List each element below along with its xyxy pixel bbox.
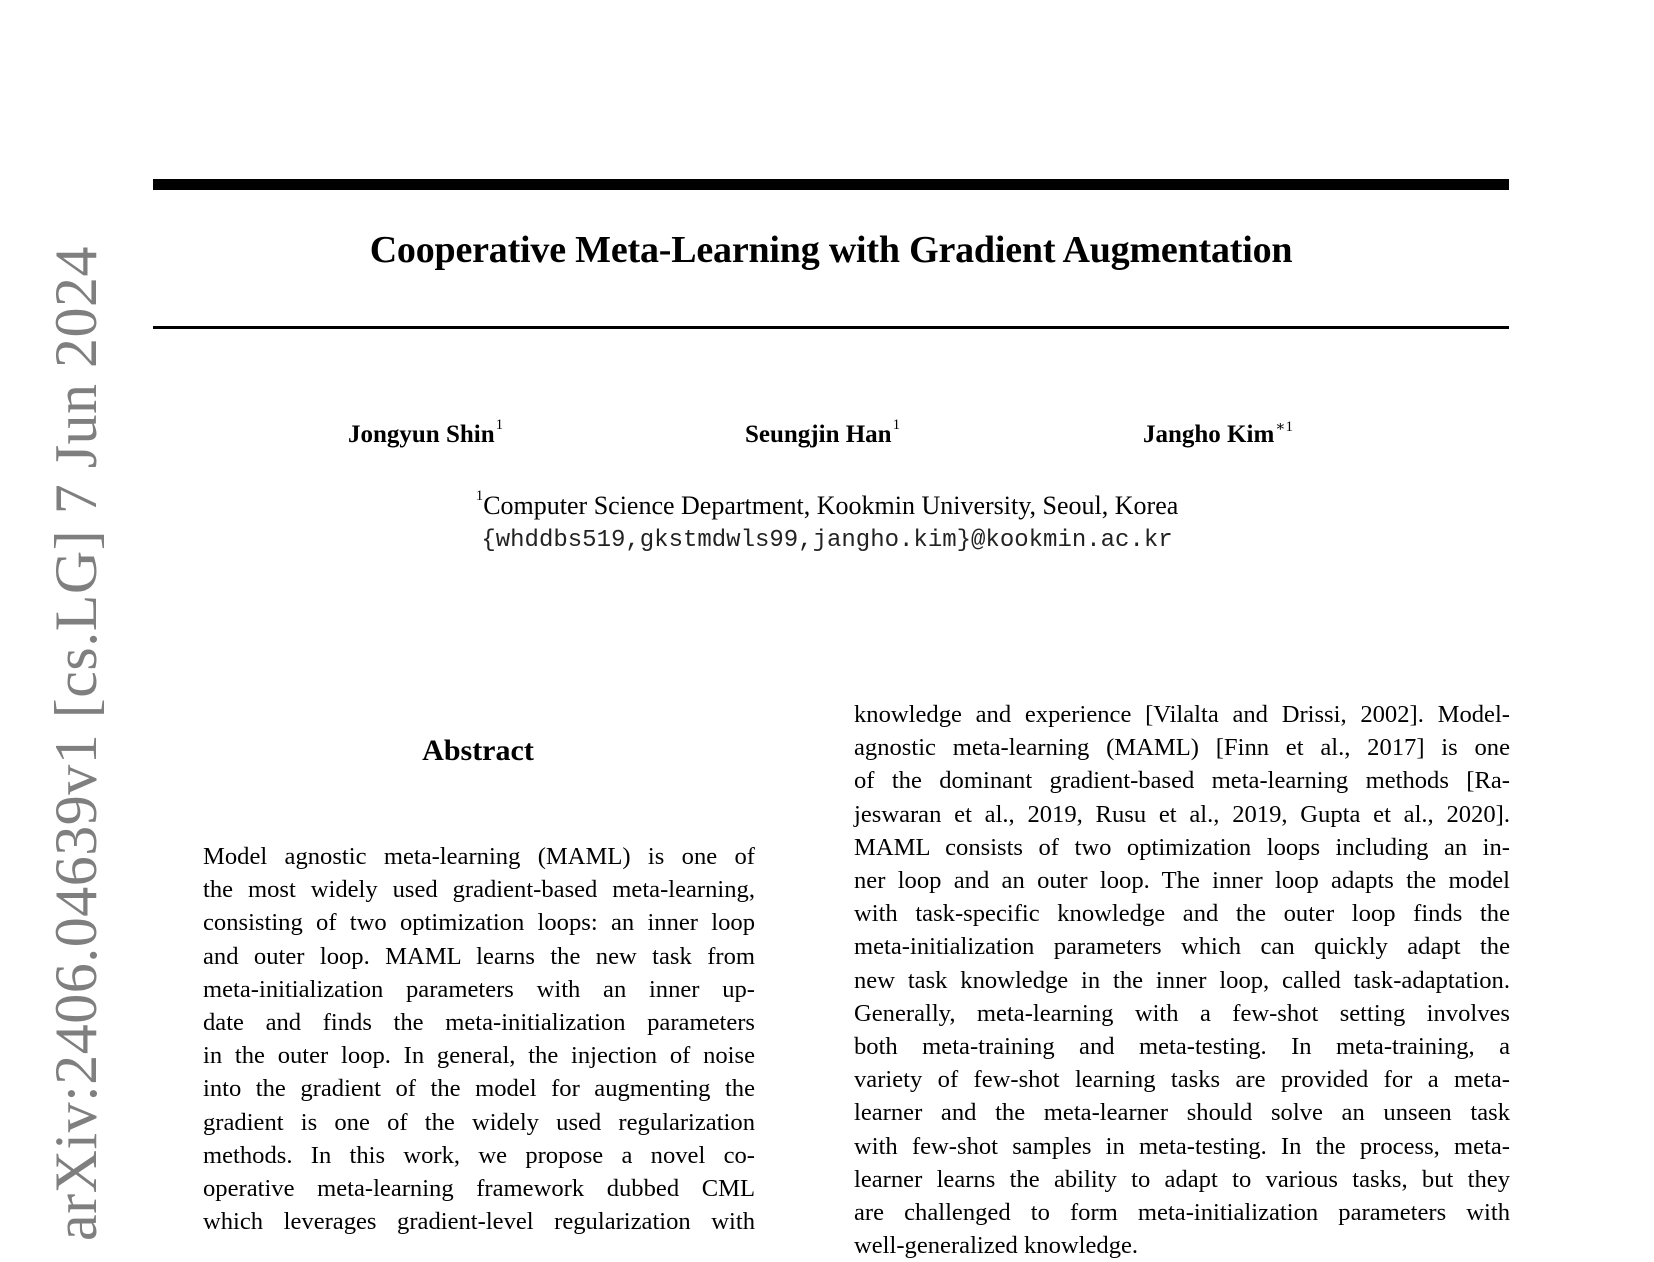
abstract-line: gradient is one of the widely used regularization xyxy=(203,1108,755,1136)
body-line: are challenged to form meta-initialization parameters with xyxy=(854,1199,1510,1227)
body-line: jeswaran et al., 2019, Rusu et al., 2019, Gupta et al., 2020]. xyxy=(854,800,1510,828)
abstract-line: into the gradient of the model for augmenting the xyxy=(203,1075,755,1103)
body-line: both meta-training and meta-testing. In meta-training, a xyxy=(854,1033,1510,1061)
author-name: Jangho Kim xyxy=(1143,421,1275,448)
abstract-line: which leverages gradient-level regularization with xyxy=(203,1208,755,1236)
body-line: agnostic meta-learning (MAML) [Finn et al., 2017] is one xyxy=(854,734,1510,762)
body-line: well-generalized knowledge. xyxy=(854,1232,1139,1260)
abstract-line: and outer loop. MAML learns the new task from xyxy=(203,942,755,970)
body-line: meta-initialization parameters which can quickly adapt the xyxy=(854,933,1510,961)
body-line: knowledge and experience [Vilalta and Drissi, 2002]. Model- xyxy=(854,701,1510,728)
body-line: new task knowledge in the inner loop, called task-adaptation. xyxy=(854,966,1510,994)
body-line: variety of few-shot learning tasks are provided for a meta- xyxy=(854,1066,1510,1094)
author-2 xyxy=(745,417,901,449)
body-line: ner loop and an outer loop. The inner loop adapts the model xyxy=(854,867,1510,895)
abstract-line: consisting of two optimization loops: an inner loop xyxy=(203,909,755,937)
author-name: Jongyun Shin xyxy=(348,421,495,448)
affiliation-mark: 1 xyxy=(495,417,504,433)
body-line: with few-shot samples in meta-testing. In the process, meta- xyxy=(854,1132,1510,1160)
abstract-line: in the outer loop. In general, the injection of noise xyxy=(203,1042,755,1070)
arxiv-identifier-stamp: arXiv:2406.04639v1 [cs.LG] 7 Jun 2024 xyxy=(43,245,109,1241)
title-bottom-rule xyxy=(153,326,1509,329)
abstract-heading: Abstract xyxy=(422,734,534,767)
affiliation-mark: 1 xyxy=(475,488,484,504)
author-name: Seungjin Han xyxy=(745,421,892,448)
body-line: learner and the meta-learner should solve an unseen task xyxy=(854,1099,1510,1127)
author-3 xyxy=(1143,421,1293,449)
abstract-line: date and finds the meta-initialization parameters xyxy=(203,1009,755,1037)
body-line: MAML consists of two optimization loops including an in- xyxy=(854,833,1510,861)
abstract-line: operative meta-learning framework dubbed CML xyxy=(203,1175,755,1203)
abstract-line: Model agnostic meta-learning (MAML) is one of xyxy=(203,843,755,870)
body-line: of the dominant gradient-based meta-learning methods [Ra- xyxy=(854,767,1510,795)
affiliation xyxy=(0,488,1654,521)
affiliation-text: Computer Science Department, Kookmin University, Seoul, Korea xyxy=(483,491,1179,520)
author-list xyxy=(0,417,1654,461)
affiliation-mark: ∗1 xyxy=(1275,419,1293,435)
author-emails: {whddbs519,gkstmdwls99,jangho.kim}@kookmin.ac.kr xyxy=(481,527,1173,554)
abstract-line: the most widely used gradient-based meta-learning, xyxy=(203,876,755,904)
abstract-body xyxy=(203,840,755,1238)
body-line: learner learns the ability to adapt to various tasks, but they xyxy=(854,1165,1510,1193)
body-line: with task-specific knowledge and the outer loop finds the xyxy=(854,900,1510,928)
title-top-rule xyxy=(153,179,1509,190)
paper-title: Cooperative Meta-Learning with Gradient Augmentation xyxy=(369,229,1293,271)
introduction-column xyxy=(854,698,1510,1262)
affiliation-mark: 1 xyxy=(892,417,901,433)
abstract-line: methods. In this work, we propose a novel co- xyxy=(203,1141,755,1169)
abstract-line: meta-initialization parameters with an inner up- xyxy=(203,975,755,1003)
author-1 xyxy=(348,417,504,449)
body-line: Generally, meta-learning with a few-shot setting involves xyxy=(854,999,1510,1027)
